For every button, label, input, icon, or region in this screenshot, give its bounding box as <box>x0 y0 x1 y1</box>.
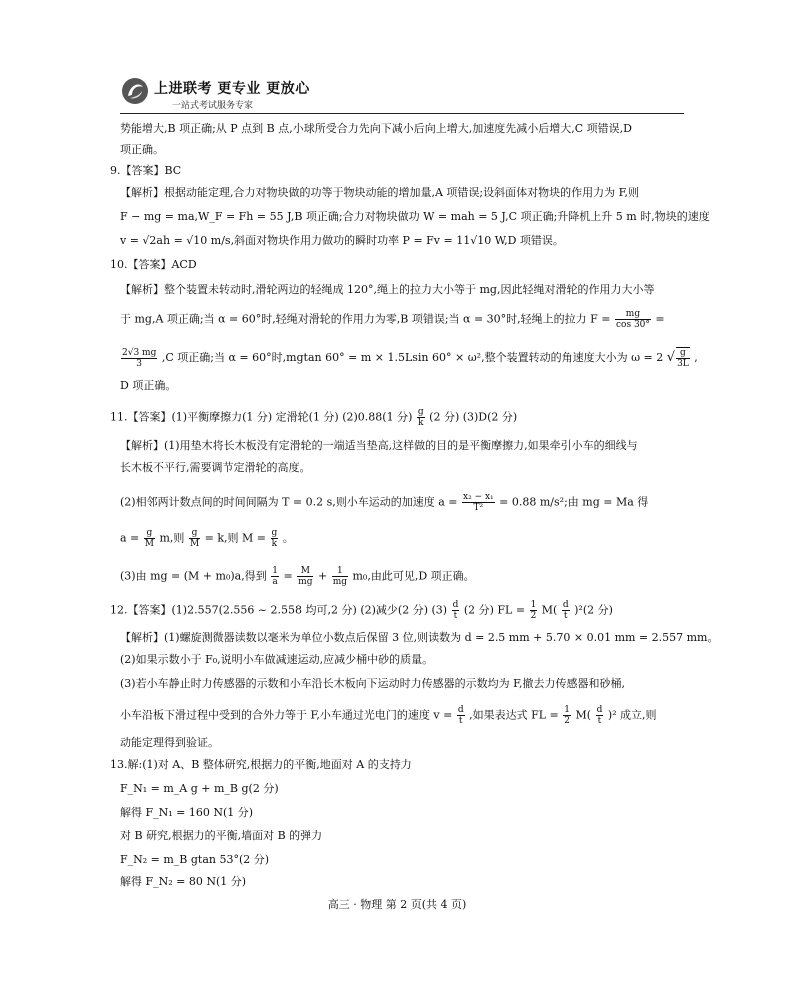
q12-analysis-line: 【解析】(1)螺旋测微器读数以毫米为单位小数点后保留 3 位,则读数为 d = 2.5 mm + 5.70 × 0.01 mm = 2.557 mm。 <box>120 631 719 644</box>
intro-line: 项正确。 <box>120 143 164 156</box>
q12-analysis-line: 动能定理得到验证。 <box>120 736 219 749</box>
fraction: $\frac{d}{t}$ <box>452 600 459 621</box>
fraction: $\frac{d}{t}$ <box>562 600 569 621</box>
fraction: $\frac{mg}{\cos 30^\circ}$ <box>616 309 650 330</box>
q9-analysis-line: v = √2ah = √10 m/s,斜面对物块作用力做功的瞬时功率 P = Fv = 11√10 W,D 项错误。 <box>120 234 564 247</box>
q10-analysis-line: D 项正确。 <box>120 379 177 392</box>
q13-line: 对 B 研究,根据力的平衡,墙面对 B 的弹力 <box>120 829 323 842</box>
fraction: $\frac{d}{t}$ <box>457 705 464 726</box>
q10-answer: 10.【答案】ACD <box>110 258 197 271</box>
fraction: $\frac{1}{a}$ <box>272 566 278 587</box>
q9-analysis-line: F − mg = ma,W_F = Fh = 55 J,B 项正确;合力对物块做功 W = mah = 5 J,C 项正确;升降机上升 5 m 时,物块的速度 <box>120 210 710 223</box>
fraction: $\frac{g}{3L}$ <box>677 348 689 369</box>
q13-line: 解得 F_N₁ = 160 N(1 分) <box>120 806 254 819</box>
q10-analysis-line: $\frac{2√3 mg}{3}$ ,C 项正确;当 α = 60°时,mgtan 60° = m × 1.5Lsin 60° × ω²,整个装置转动的角速度大小为 ω = 2 √ $\frac{g}{3L}$ , <box>122 347 698 369</box>
sqrt-icon: √ <box>666 350 676 365</box>
q10-analysis-line: 【解析】整个装置未转动时,滑轮两边的轻绳成 120°,绳上的拉力大小等于 mg,因此轻绳对滑轮的作用力大小等 <box>120 283 655 296</box>
q13-line: 解得 F_N₂ = 80 N(1 分) <box>120 875 247 888</box>
q11-analysis-line: (3)由 mg = (M + m₀)a,得到 $\frac{1}{a}$ = $\frac{M}{mg}$ + $\frac{1}{mg}$ m₀,由此可见,D 项正确。 <box>120 566 475 587</box>
fraction: $\frac{1}{mg}$ <box>332 566 347 587</box>
q11-analysis-line: (2)相邻两计数点间的时间间隔为 T = 0.2 s,则小车运动的加速度 a = $\frac{\text{x₂ − x₁}}{\text{T²}}$ = 0.88 m/s²;由 mg = Ma 得 <box>120 492 649 513</box>
brand-name: 上进联考 更专业 更放心 <box>154 81 310 97</box>
logo-icon <box>120 76 150 106</box>
q11-analysis-line: 【解析】(1)用垫木将长木板没有定滑轮的一端适当垫高,这样做的目的是平衡摩擦力,如果牵引小车的细线与 <box>120 439 638 452</box>
fraction: $\frac{1}{2}$ <box>530 600 537 621</box>
q12-answer: 12.【答案】(1)2.557(2.556 ~ 2.558 均可,2 分) (2)减少(2 分) (3) $\frac{d}{t}$ (2 分) FL = $\frac{1}{2}$ M( $\frac{d}{t}$ )²(2 分) <box>110 600 613 621</box>
q11-analysis-line: a = $\frac{g}{M}$ m,则 $\frac{g}{M}$ = k,则 M = $\frac{g}{k}$ 。 <box>120 528 294 549</box>
header <box>120 74 320 114</box>
q12-analysis-line: (3)若小车静止时力传感器的示数和小车沿长木板向下运动时力传感器的示数均为 F,撤去力传感器和砂桶, <box>120 677 625 690</box>
q13-line: F_N₁ = m_A g + m_B g(2 分) <box>120 782 279 795</box>
fraction: $\frac{\text{x₂ − x₁}}{\text{T²}}$ <box>463 492 494 513</box>
q9-analysis-line: 【解析】根据动能定理,合力对物块做的功等于物块动能的增加量,A 项错误;设斜面体对物块的作用力为 F,则 <box>120 186 640 199</box>
fraction: $\frac{g}{k}$ <box>417 407 424 428</box>
q10-analysis-line: 于 mg,A 项正确;当 α = 60°时,轻绳对滑轮的作用力为零,B 项错误;当 α = 30°时,轻绳上的拉力 F = $\frac{mg}{\cos 30^\circ}$ = <box>120 309 665 330</box>
fraction: $\frac{g}{k}$ <box>271 528 278 549</box>
q11-answer: 11.【答案】(1)平衡摩擦力(1 分) 定滑轮(1 分) (2)0.88(1 分) $\frac{g}{k}$ (2 分) (3)D(2 分) <box>110 407 518 428</box>
fraction: $\frac{d}{t}$ <box>596 705 603 726</box>
fraction: $\frac{1}{2}$ <box>564 705 570 726</box>
q11-analysis-line: 长木板不平行,需要调节定滑轮的高度。 <box>120 461 311 474</box>
q13-line: 13.解:(1)对 A、B 整体研究,根据力的平衡,地面对 A 的支持力 <box>110 758 412 771</box>
fraction: $\frac{2√3 mg}{3}$ <box>122 347 157 369</box>
fraction: $\frac{g}{M}$ <box>144 528 154 549</box>
q9-answer: 9.【答案】BC <box>110 164 182 177</box>
q13-line: F_N₂ = m_B gtan 53°(2 分) <box>120 853 270 866</box>
q12-analysis-line: 小车沿板下滑过程中受到的合外力等于 F,小车通过光电门的速度 v = $\frac{d}{t}$ ,如果表达式 FL = $\frac{1}{2}$ M( $\frac{d}{t}$ )² 成立,则 <box>120 705 657 726</box>
brand-slogan: 一站式考试服务专家 <box>172 101 254 111</box>
header-rule <box>120 113 684 114</box>
q12-analysis-line: (2)如果示数小于 F₀,说明小车做减速运动,应减少桶中砂的质量。 <box>120 653 434 666</box>
fraction: $\frac{g}{M}$ <box>189 528 200 549</box>
fraction: $\frac{M}{mg}$ <box>298 566 313 587</box>
page-footer: 高三 · 物理 第 2 页(共 4 页) <box>327 898 467 911</box>
intro-line: 势能增大,B 项正确;从 P 点到 B 点,小球所受合力先向下减小后向上增大,加速度先减小后增大,C 项错误,D <box>120 122 632 135</box>
